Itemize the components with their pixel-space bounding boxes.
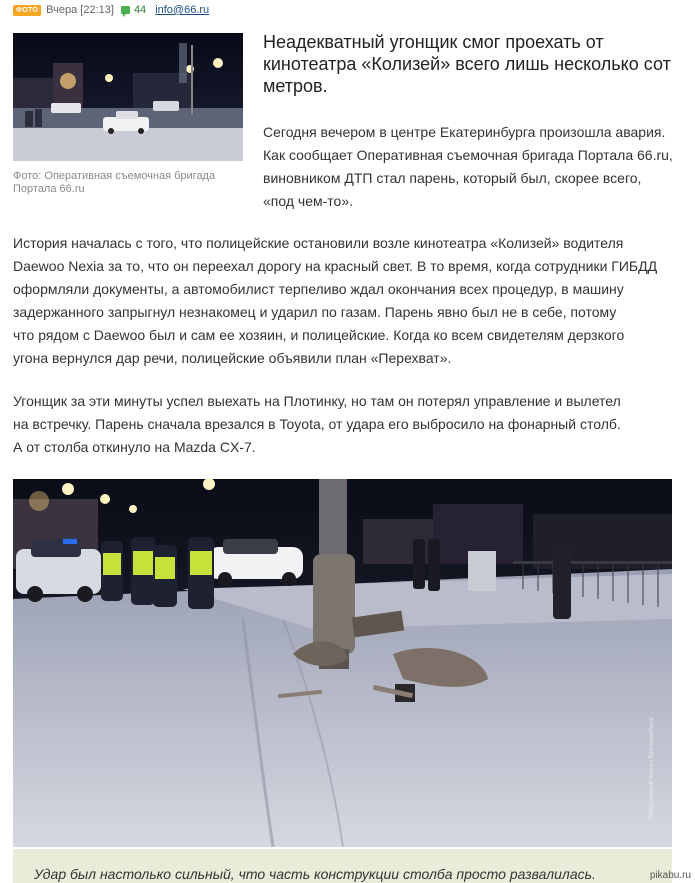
paragraph-line: задержанного запрыгнул незнакомец и ударил по газам. Парень явно был не в себе, потому (13, 304, 617, 320)
article-meta (13, 3, 209, 17)
paragraph-line: А от столба откинуло на Mazda CX-7. (13, 439, 256, 455)
paragraph-line: Daewoo Nexia за то, что он переехал дорогу на красный свет. В то время, когда сотрудники ГИБДД (13, 258, 658, 274)
paragraph-line: угона вернулся дар речи, полицейские объявили план «Перехват». (13, 350, 452, 366)
pikabu-watermark: pikabu.ru (649, 870, 691, 881)
article-headline: Неадекватный угонщик смог проехать от кинотеатра «Колизей» всего лишь несколько сот метров. (263, 32, 671, 96)
source-link[interactable]: info@66.ru (155, 4, 210, 16)
accident-photo[interactable] (13, 479, 672, 847)
paragraph-line: на встречку. Парень сначала врезался в Toyota, от удара его выбросило на фонарный столб. (13, 416, 621, 432)
paragraph-line: Угонщик за эти минуты успел выехать на Плотинку, но там он потерял управление и вылетел (13, 393, 621, 409)
comment-icon (121, 6, 130, 14)
comments-link[interactable] (121, 4, 146, 16)
article-lead: Сегодня вечером в центре Екатеринбурга произошла авария. Как сообщает Оперативная съемочная бригада Портала 66.ru, виновником ДТП стал парень, который был, скорее всего, «под чем-то». (263, 124, 673, 209)
photo-badge: ФОТО (13, 5, 41, 16)
photo-caption: Удар был настолько сильный, что часть конструкции столба просто развалилась. (34, 866, 596, 882)
paragraph-2 (13, 390, 673, 459)
paragraph-line: что рядом с Daewoo был и сам ее хозяин, и полицейские. Когда ко всем свидетелям дерзкого (13, 327, 625, 343)
paragraph-line: оформляли документы, а автомобилист терпеливо ждал окончания всех процедур, в машину (13, 281, 624, 297)
paragraph-line: История началась с того, что полицейские остановили возле кинотеатра «Колизей» водителя (13, 235, 624, 251)
paragraph-1 (13, 232, 673, 370)
article-thumbnail[interactable] (13, 33, 243, 161)
accident-scene-image (13, 479, 672, 847)
publish-time: Вчера [22:13] (46, 4, 114, 16)
comments-count: 44 (133, 4, 147, 16)
photo-watermark: Оперативный портал Екатеринбурга (649, 717, 655, 819)
night-street-photo (13, 33, 243, 161)
thumbnail-caption: Фото: Оперативная съемочная бригада Портала 66.ru (13, 170, 216, 195)
